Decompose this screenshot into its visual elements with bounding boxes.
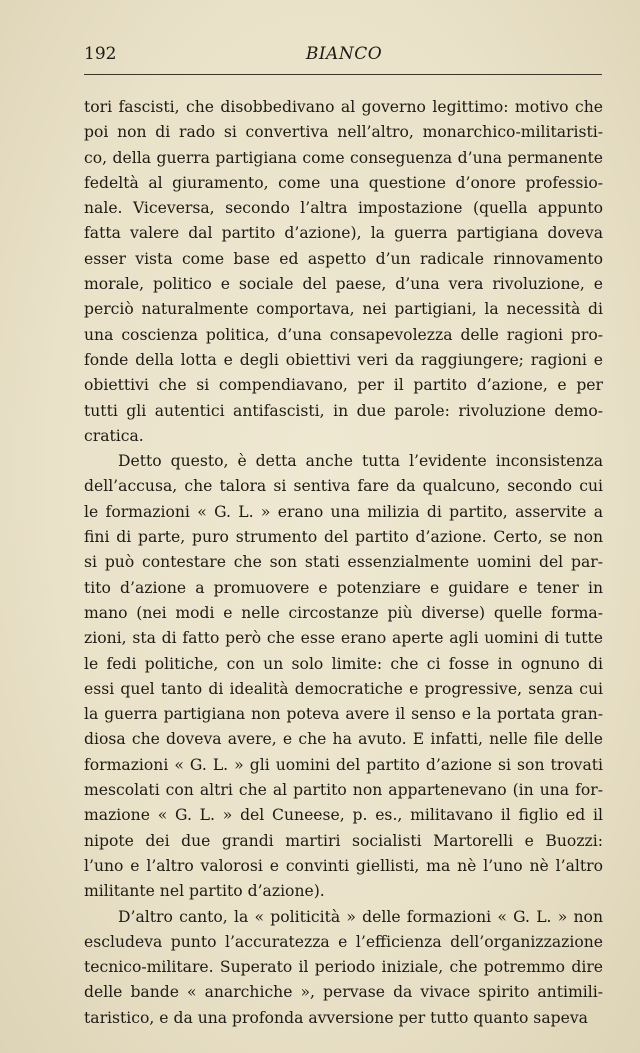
text-line: fatta valere dal partito d’azione), la guerra partigiana doveva	[84, 224, 603, 243]
text-line: tori fascisti, che disobbedivano al governo legittimo: motivo che	[84, 98, 603, 116]
text-line: dell’accusa, che talora si sentiva fare da qualcuno, secondo cui	[84, 477, 603, 496]
text-line: mazione « G. L. » del Cuneese, p. es., militavano il figlio ed il	[84, 806, 603, 825]
text-line: formazioni « G. L. » gli uomini del partito d’azione si son trovati	[84, 755, 603, 774]
text-line: mescolati con altri che al partito non appartenevano (in una for-	[84, 781, 603, 800]
text-line: le formazioni « G. L. » erano una milizia di partito, asservite a	[84, 502, 603, 521]
text-line: diosa che doveva avere, e che ha avuto. E infatti, nelle file delle	[84, 730, 603, 749]
text-line: fini di parte, puro strumento del partito d’azione. Certo, se non	[84, 528, 603, 547]
text-line: l’uno e l’altro valorosi e convinti giellisti, ma nè l’uno nè l’altro	[84, 856, 603, 875]
text-line: tutti gli autentici antifascisti, in due parole: rivoluzione demo-	[84, 401, 603, 420]
text-line: cratica.	[84, 426, 144, 445]
text-line: nipote dei due grandi martiri socialisti Martorelli e Buozzi:	[84, 831, 603, 850]
text-line: militante nel partito d’azione).	[84, 882, 325, 901]
text-line: esser vista come base ed aspetto d’un radicale rinnovamento	[84, 249, 603, 268]
paragraph	[84, 95, 603, 449]
page-header	[84, 44, 604, 68]
text-line: tito d’azione a promuovere e potenziare e guidare e tener in	[84, 578, 603, 597]
text-line: D’altro canto, la « politicità » delle formazioni « G. L. » non	[118, 907, 603, 926]
text-line: una coscienza politica, d’una consapevolezza delle ragioni pro-	[84, 325, 603, 344]
text-line: fonde della lotta e degli obiettivi veri da raggiungere; ragioni e	[84, 350, 603, 369]
text-line: essi quel tanto di idealità democratiche e progressive, senza cui	[84, 679, 603, 698]
text-line: delle bande « anarchiche », pervase da vivace spirito antimili-	[84, 983, 603, 1002]
text-line: poi non di rado si convertiva nell’altro, monarchico-militaristi-	[84, 123, 603, 142]
text-line: fedeltà al giuramento, come una questione d’onore professio-	[84, 173, 603, 192]
page-number: 192	[84, 44, 117, 64]
text-line: escludeva punto l’accuratezza e l’efficienza dell’organizzazione	[84, 932, 603, 951]
paragraph	[84, 449, 603, 904]
text-line: le fedi politiche, con un solo limite: che ci fosse in ognuno di	[84, 654, 603, 673]
text-line: morale, politico e sociale del paese, d’una vera rivoluzione, e	[84, 275, 603, 294]
running-title: BIANCO	[305, 44, 383, 64]
text-line: taristico, e da una profonda avversione per tutto quanto sapeva	[84, 1008, 588, 1027]
text-line: zioni, sta di fatto però che esse erano aperte agli uomini di tutte	[84, 629, 603, 648]
text-line: Detto questo, è detta anche tutta l’evidente inconsistenza	[118, 452, 603, 471]
text-line: nale. Viceversa, secondo l’altra impostazione (quella appunto	[84, 199, 603, 218]
body-text	[84, 95, 603, 1031]
text-line: tecnico-militare. Superato il periodo iniziale, che potremmo dire	[84, 958, 603, 977]
text-line: perciò naturalmente comportava, nei partigiani, la necessità di	[84, 300, 603, 319]
text-line: la guerra partigiana non poteva avere il senso e la portata gran-	[84, 705, 603, 724]
text-line: si può contestare che son stati essenzialmente uomini del par-	[84, 553, 603, 572]
paragraph	[84, 905, 603, 1031]
text-line: obiettivi che si compendiavano, per il partito d’azione, e per	[84, 376, 603, 395]
header-rule	[84, 74, 602, 75]
text-line: mano (nei modi e nelle circostanze più diverse) quelle forma-	[84, 603, 603, 622]
text-line: co, della guerra partigiana come conseguenza d’una permanente	[84, 148, 603, 167]
